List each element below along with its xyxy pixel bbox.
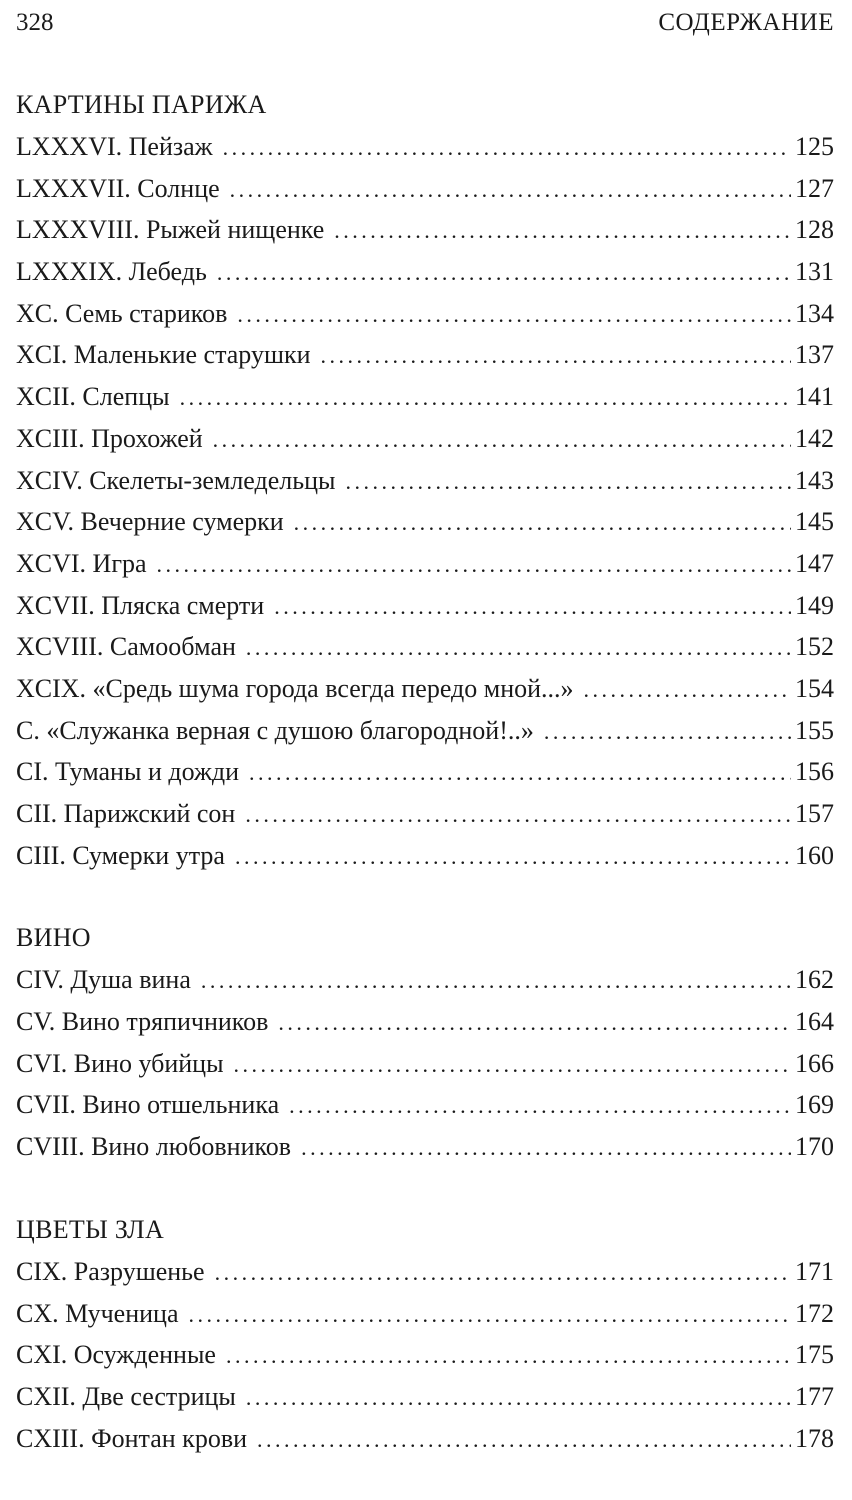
entry-page-number: 155: [795, 715, 834, 745]
toc-entry: [16, 668, 834, 710]
toc-entry: [16, 751, 834, 793]
entry-title: CXIII. Фонтан крови: [16, 1423, 248, 1453]
entry-title: LXXXVII. Солнце: [16, 173, 220, 203]
entry-title: CVIII. Вино любовников: [16, 1132, 292, 1162]
entry-title: CIII. Сумерки утра: [16, 840, 225, 870]
toc-entry: [16, 1084, 834, 1126]
entry-page-number: 134: [795, 298, 834, 328]
toc-entry: [16, 585, 834, 627]
toc-entry: [16, 1001, 834, 1043]
dot-leader: [217, 252, 791, 294]
dot-leader: [346, 461, 792, 503]
entry-page-number: 152: [795, 632, 834, 662]
toc-entry: [16, 835, 834, 877]
entry-page-number: 131: [795, 257, 834, 287]
dot-leader: [257, 1419, 791, 1461]
entry-title: LXXXIX. Лебедь: [16, 257, 207, 287]
entry-page-number: 145: [795, 507, 834, 537]
entry-page-number: 157: [795, 799, 834, 828]
entry-page-number: 171: [795, 1256, 834, 1286]
entry-page-number: 147: [795, 548, 834, 578]
entry-title: XCI. Маленькие старушки: [16, 340, 311, 370]
dot-leader: [235, 836, 791, 878]
toc-entry: [16, 126, 834, 168]
entry-title: CII. Парижский сон: [16, 799, 236, 828]
dot-leader: [274, 586, 791, 628]
dot-leader: [278, 1002, 791, 1044]
dot-leader: [201, 960, 791, 1002]
entry-page-number: 143: [795, 465, 834, 495]
entry-title: XCII. Слепцы: [16, 382, 170, 412]
entry-title: XCV. Вечерние сумерки: [16, 507, 284, 537]
entry-title: CX. Мученица: [16, 1298, 179, 1328]
toc-entry: [16, 543, 834, 585]
toc-entry: [16, 418, 834, 460]
page-number: 328: [16, 9, 54, 36]
toc-entry: [16, 251, 834, 293]
toc-entry: [16, 710, 834, 752]
dot-leader: [246, 627, 791, 669]
dot-leader: [544, 711, 791, 753]
dot-leader: [189, 1294, 792, 1336]
dot-leader: [180, 377, 791, 419]
entry-page-number: 127: [795, 173, 834, 203]
toc-section: [16, 917, 834, 1167]
entry-title: CI. Туманы и дожди: [16, 757, 240, 787]
toc-entry: [16, 334, 834, 376]
entry-page-number: 177: [795, 1381, 834, 1411]
entry-title: CIX. Разрушенье: [16, 1256, 205, 1286]
dot-leader: [234, 1044, 791, 1086]
toc-entry: [16, 1043, 834, 1085]
dot-leader: [301, 1127, 791, 1169]
entry-page-number: 175: [795, 1340, 834, 1370]
toc-entry: [16, 460, 834, 502]
entry-title: CIV. Душа вина: [16, 965, 191, 995]
entry-page-number: 125: [795, 132, 834, 161]
entry-page-number: 162: [795, 965, 834, 995]
entry-page-number: 149: [795, 590, 834, 620]
entry-title: XCIII. Прохожей: [16, 423, 203, 453]
table-of-contents: [16, 84, 834, 1500]
toc-entry: [16, 293, 834, 335]
entry-title: XCVII. Пляска смерти: [16, 590, 265, 620]
running-title: СОДЕРЖАНИЕ: [658, 9, 834, 36]
dot-leader: [213, 419, 791, 461]
toc-entry: [16, 626, 834, 668]
dot-leader: [249, 752, 791, 794]
entry-page-number: 154: [795, 673, 834, 703]
entry-page-number: 141: [795, 382, 834, 412]
entry-title: LXXXVIII. Рыжей нищенке: [16, 215, 325, 245]
entry-title: XCVI. Игра: [16, 548, 147, 578]
entry-title: LXXXVI. Пейзаж: [16, 132, 213, 161]
toc-entry: [16, 1418, 834, 1460]
dot-leader: [321, 335, 791, 377]
dot-leader: [157, 544, 791, 586]
entry-title: CV. Вино тряпичников: [16, 1007, 269, 1037]
dot-leader: [294, 502, 791, 544]
toc-entry: [16, 793, 834, 835]
toc-entry: [16, 959, 834, 1001]
toc-section: [16, 84, 834, 876]
toc-entry: [16, 168, 834, 210]
entry-title: CVII. Вино отшельника: [16, 1090, 280, 1120]
section-title: КАРТИНЫ ПАРИЖА: [16, 90, 267, 119]
entry-title: XCVIII. Самообман: [16, 632, 236, 662]
dot-leader: [223, 127, 791, 169]
toc-entry: [16, 1251, 834, 1293]
dot-leader: [237, 294, 791, 336]
dot-leader: [334, 210, 791, 252]
toc-entry: [16, 1334, 834, 1376]
entry-page-number: 156: [795, 757, 834, 787]
dot-leader: [215, 1252, 791, 1294]
entry-title: XC. Семь стариков: [16, 298, 228, 328]
toc-entry: [16, 501, 834, 543]
dot-leader: [246, 1377, 791, 1419]
section-title: ВИНО: [16, 923, 91, 953]
entry-page-number: 172: [795, 1298, 834, 1328]
running-head: [16, 8, 834, 38]
entry-page-number: 170: [795, 1132, 834, 1162]
section-title: ЦВЕТЫ ЗЛА: [16, 1214, 165, 1244]
entry-page-number: 164: [795, 1007, 834, 1037]
entry-page-number: 178: [795, 1423, 834, 1453]
dot-leader: [584, 669, 791, 711]
toc-section: [16, 1209, 834, 1459]
dot-leader: [230, 169, 791, 211]
entry-title: XCIV. Скелеты-земледельцы: [16, 465, 336, 495]
book-page: [16, 0, 834, 1476]
toc-entry: [16, 209, 834, 251]
entry-title: CXI. Осужденные: [16, 1340, 216, 1370]
toc-entry: [16, 1126, 834, 1168]
dot-leader: [245, 794, 791, 836]
entry-title: XCIX. «Средь шума города всегда передо мной...»: [16, 673, 574, 703]
entry-page-number: 166: [795, 1048, 834, 1078]
entry-title: C. «Служанка верная с душою благородной!..»: [16, 715, 534, 745]
toc-entry: [16, 1376, 834, 1418]
dot-leader: [226, 1335, 791, 1377]
toc-entry: [16, 1293, 834, 1335]
dot-leader: [289, 1085, 791, 1127]
entry-page-number: 142: [795, 423, 834, 453]
entry-title: CXII. Две сестрицы: [16, 1381, 236, 1411]
toc-entry: [16, 376, 834, 418]
entry-page-number: 137: [795, 340, 834, 370]
entry-page-number: 128: [795, 215, 834, 245]
entry-page-number: 160: [795, 840, 834, 870]
entry-page-number: 169: [795, 1090, 834, 1120]
entry-title: CVI. Вино убийцы: [16, 1048, 224, 1078]
